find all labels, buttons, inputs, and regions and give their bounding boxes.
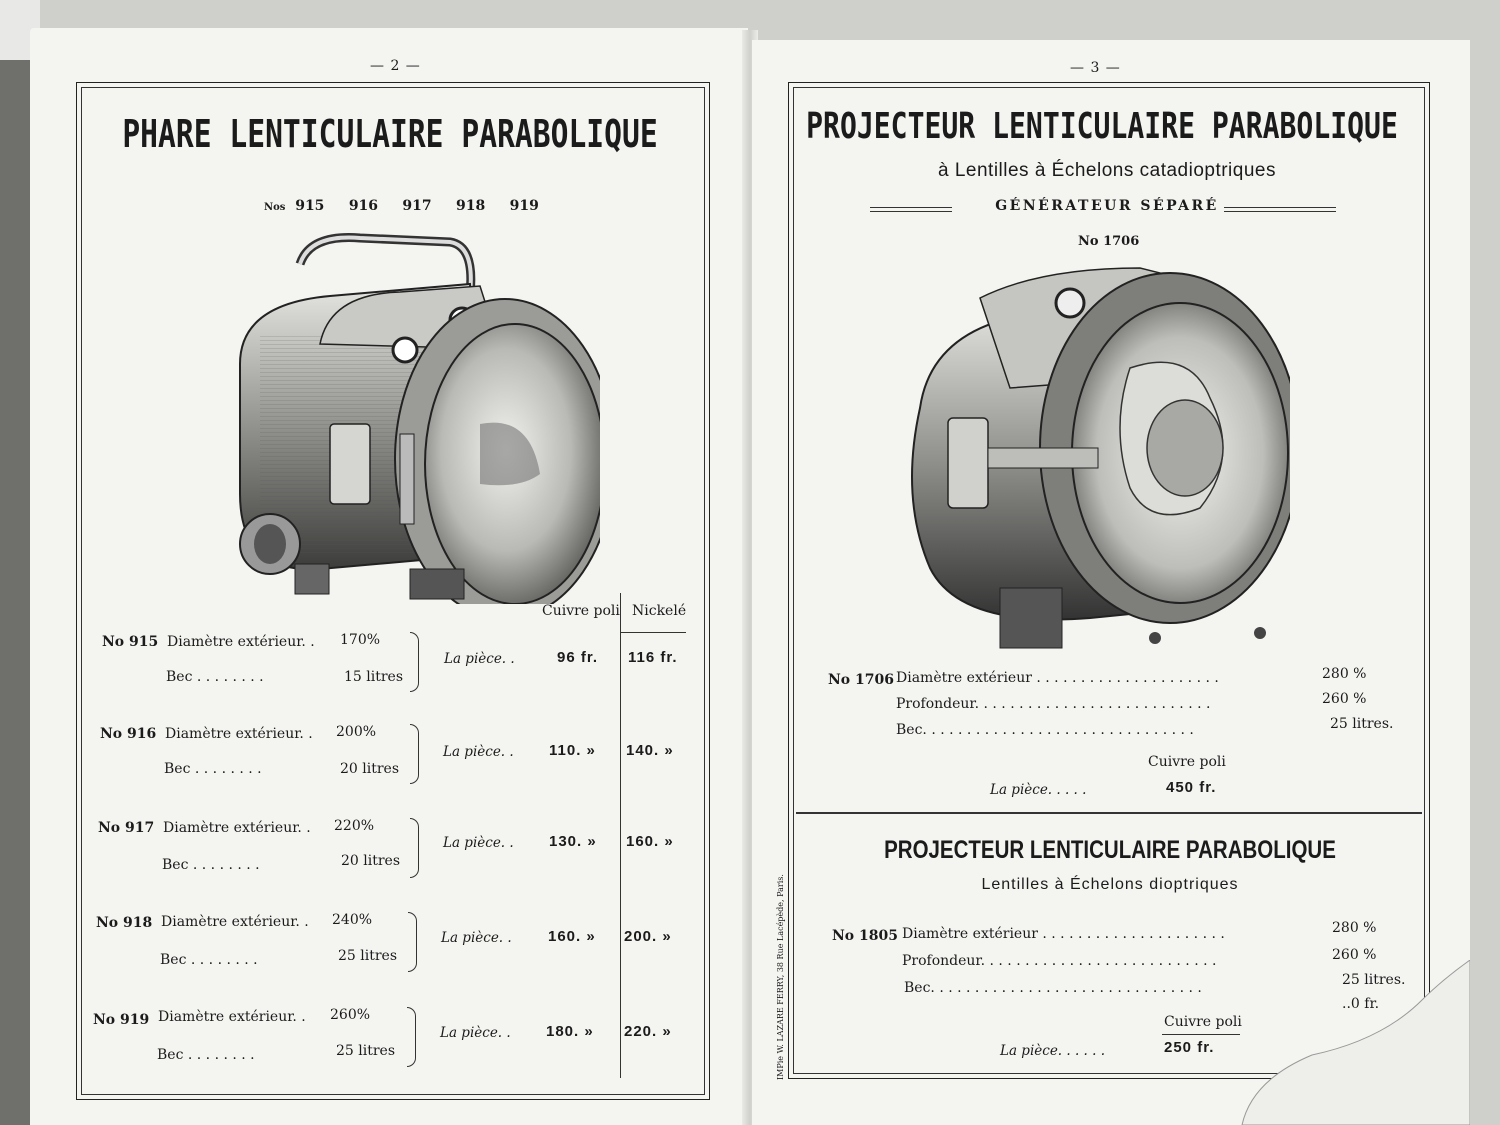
page-title: PHARE LENTICULAIRE PARABOLIQUE [122, 112, 658, 156]
printer-imprint: IMP​ie W. LAZARE FERRY, 38 Rue Lacépède, Paris. [776, 874, 785, 1080]
piece-label: La pièce. . . . . [990, 782, 1087, 798]
model-number-list: Nos 915 916 917 918 919 [264, 198, 539, 214]
price-header: Cuivre poli [1148, 754, 1226, 770]
projector-illustration [890, 248, 1290, 668]
column-header-nickel: Nickelé [632, 603, 687, 619]
right-page [752, 40, 1470, 1125]
section-title: PROJECTEUR LENTICULAIRE PARABOLIQUE [806, 106, 1398, 147]
banner-label: GÉNÉRATEUR SÉPARÉ [995, 198, 1219, 214]
price-value: 450 fr. [1166, 779, 1217, 796]
header-rule [620, 632, 686, 633]
section-subtitle: Lentilles à Échelons dioptriques [981, 876, 1239, 893]
column-divider [620, 593, 621, 1078]
model-no: No 1706 [828, 672, 894, 688]
model-no: No 1805 [832, 928, 898, 944]
price-header: Cuivre poli [1164, 1014, 1242, 1030]
spec-value: 260 % [1332, 947, 1377, 963]
headlamp-illustration [200, 224, 600, 604]
price-rule [1162, 1034, 1240, 1035]
spec-label: Bec. . . . . . . . . . . . . . . . . . . . . . . . . . . . . . . [896, 722, 1194, 738]
torn-value: ..0 fr. [1342, 996, 1380, 1012]
spec-value: 280 % [1332, 920, 1377, 936]
piece-label: La pièce. . . . . . [1000, 1043, 1106, 1059]
section-title: PROJECTEUR LENTICULAIRE PARABOLIQUE [884, 836, 1336, 864]
cover-edge [0, 60, 30, 1125]
spec-value: 25 litres. [1330, 716, 1394, 732]
spec-label: Diamètre extérieur . . . . . . . . . . . . . . . . . . . . . [902, 926, 1225, 942]
banner-rule [1224, 207, 1336, 208]
section-divider [796, 812, 1422, 814]
spec-value: 260 % [1322, 691, 1367, 707]
price-value: 250 fr. [1164, 1039, 1215, 1056]
spec-label: Bec. . . . . . . . . . . . . . . . . . . . . . . . . . . . . . . [904, 980, 1202, 996]
page-number: — 2 — [370, 58, 421, 74]
section-subtitle: à Lentilles à Échelons catadioptriques [938, 160, 1276, 181]
left-page: — 2 — PHARE LENTICULAIRE PARABOLIQUE Nos 915 916 917 918 919 Cuivre poli Nickelé No 915 Diamètre extérieur. . 170% Bec . . . . . . . . 15 litres La pièce. . 96 fr. 116 fr. No 916 Diamètre extérieur. . 200% Bec . . . . . . . . 20 litres La pièce. . 110. » 140. » No 917 Diamètre extérieur. . 220% Bec . . . . . . . . 20 litres La pièce. . 130. » 160. » No 918 Diamètre extérieur. . 240% Bec . . . . . . . . 25 litres La pièce. . 160. » 200. » No 919 Diamètre extérieur. . 260% Bec . . . . . . . . 25 litres La pièce. . 180. » 220. » [30, 28, 748, 1125]
banner-rule [1224, 211, 1336, 212]
spec-label: Profondeur. . . . . . . . . . . . . . . . . . . . . . . . . . . [896, 696, 1211, 712]
spec-value: 280 % [1322, 666, 1367, 682]
page-number: — 3 — [1070, 60, 1121, 76]
column-header-copper: Cuivre poli [542, 603, 620, 619]
spec-value: 25 litres. [1342, 972, 1406, 988]
torn-corner [1232, 960, 1470, 1125]
spec-label: Diamètre extérieur . . . . . . . . . . . . . . . . . . . . . [896, 670, 1219, 686]
spec-label: Profondeur. . . . . . . . . . . . . . . . . . . . . . . . . . . [902, 953, 1217, 969]
model-number: No 1706 [1078, 234, 1140, 249]
